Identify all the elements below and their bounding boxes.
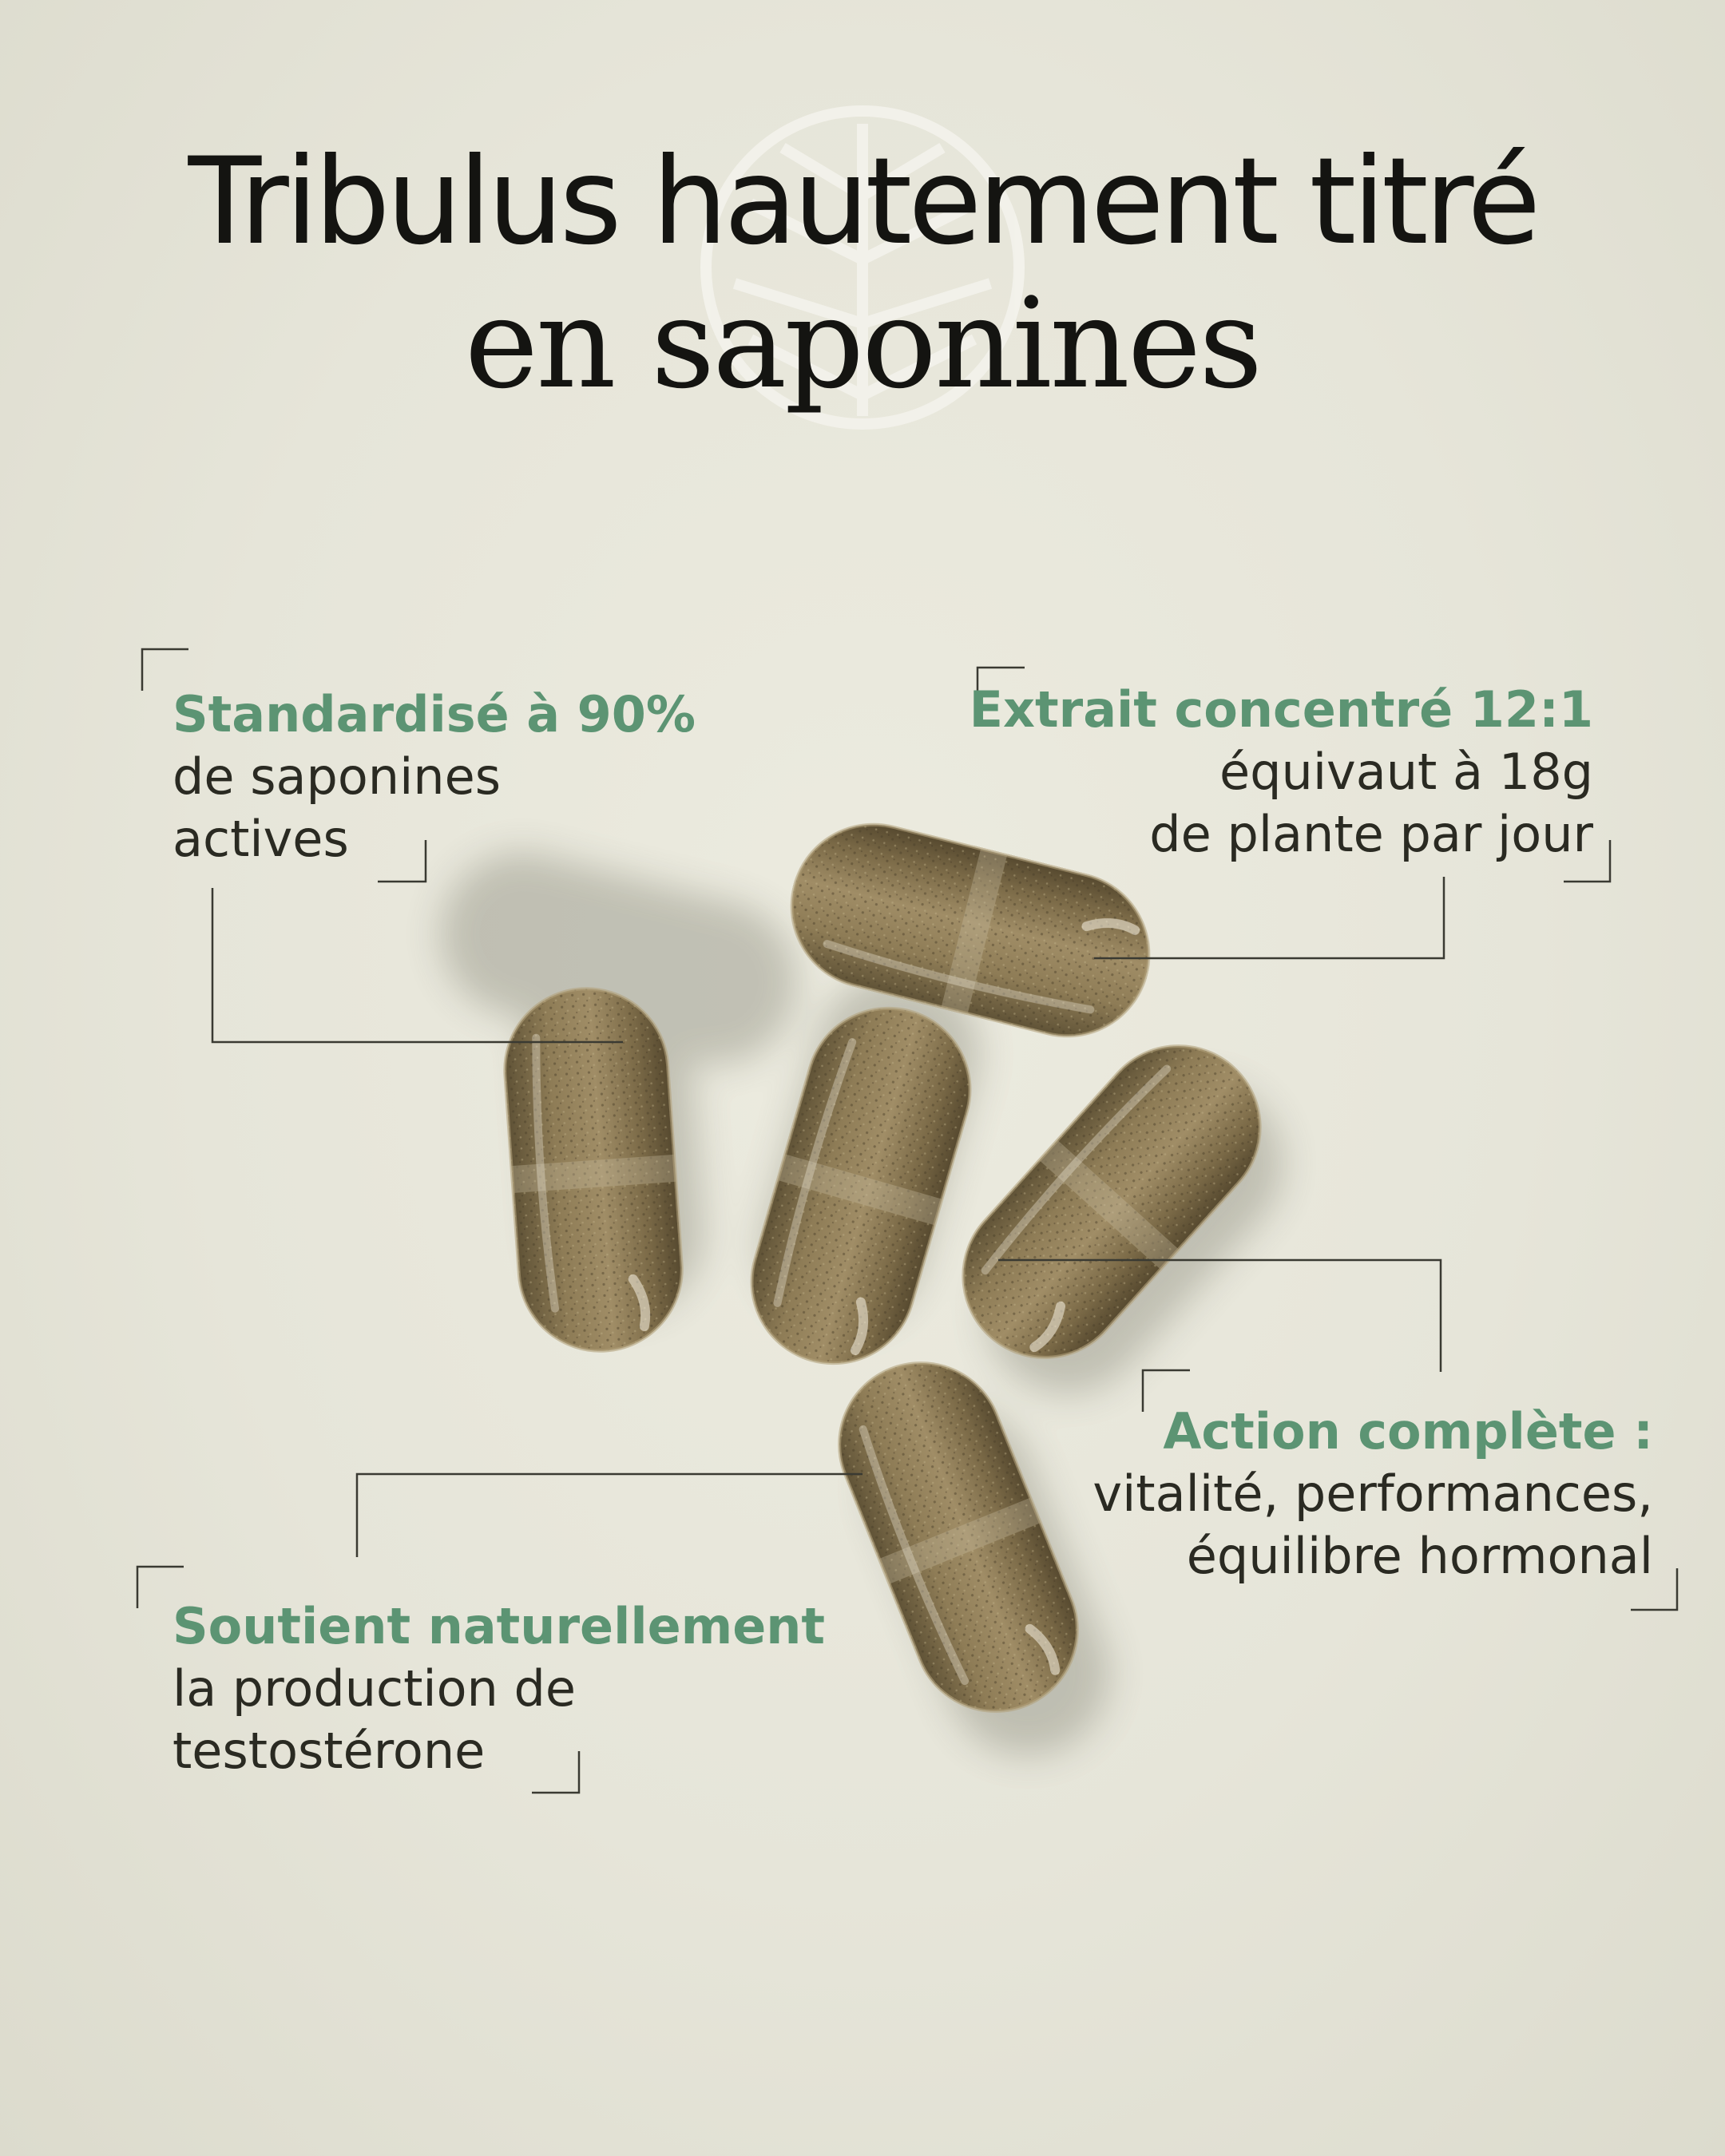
callout-extrait-line-1: équivaut à 18g — [1219, 743, 1593, 801]
callout-action — [1092, 1401, 1653, 1587]
callout-extrait — [970, 679, 1593, 866]
callout-standardise-line-2: actives — [172, 810, 349, 868]
capsule-left — [499, 983, 687, 1356]
callout-extrait-line-2: de plante par jour — [1149, 805, 1593, 863]
callout-standardise-line-1: de saponines — [172, 747, 502, 806]
callout-action-line-1: vitalité, performances, — [1092, 1464, 1653, 1523]
callout-action-line-2: équilibre hormonal — [1186, 1527, 1653, 1585]
title-line-1: Tribulus hautement titré — [188, 133, 1537, 271]
capsule-center — [732, 989, 989, 1383]
callout-extrait-highlight: Extrait concentré 12:1 — [969, 680, 1593, 739]
title-line-2: en saponines — [464, 271, 1261, 416]
callout-soutient-line-2: testostérone — [172, 1722, 486, 1780]
callout-soutient-line-1: la production de — [172, 1659, 577, 1718]
callout-soutient-highlight: Soutient naturellement — [172, 1597, 826, 1655]
callout-action-highlight: Action complète : — [1163, 1402, 1653, 1460]
callout-soutient — [172, 1595, 825, 1782]
callout-standardise — [172, 684, 696, 870]
callout-standardise-highlight: Standardisé à 90% — [172, 685, 696, 743]
